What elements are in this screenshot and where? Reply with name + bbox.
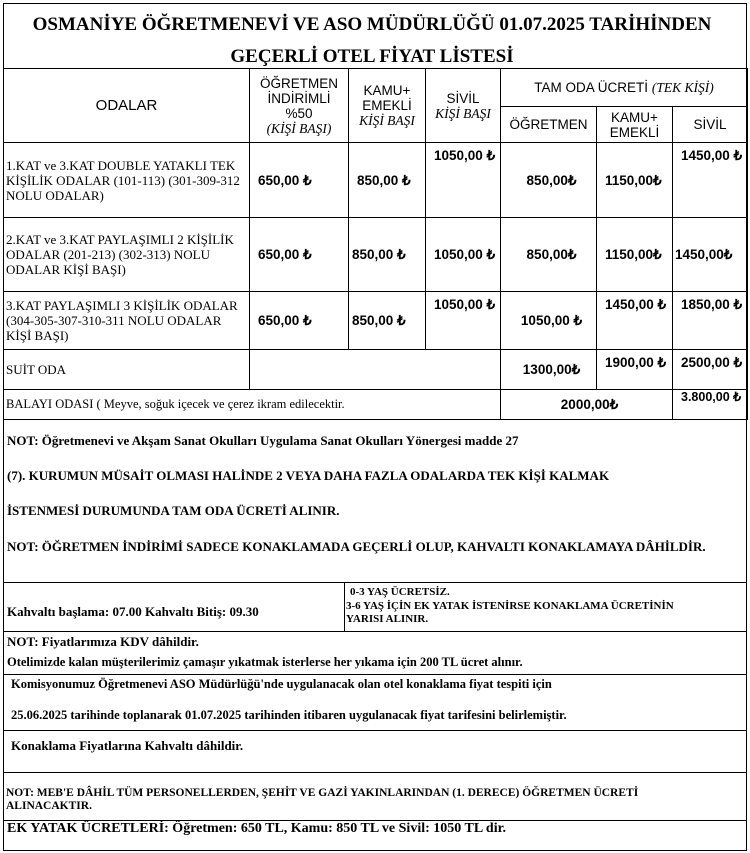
note-kdv: NOT: Fiyatlarımıza KDV dâhildir. xyxy=(7,634,199,649)
divider xyxy=(3,674,747,675)
room-name: 1.KAT ve 3.KAT DOUBLE YATAKLI TEK KİŞİLİK ODALAR (101-113) (301-309-312 NOLU ODALAR) xyxy=(4,143,250,218)
title-line-2: GEÇERLİ OTEL FİYAT LİSTESİ xyxy=(230,46,514,67)
teacher-discount-header: ÖĞRETMEN İNDİRİMLİ %50 (KİŞİ BAŞI) xyxy=(250,69,349,143)
table-row xyxy=(4,292,748,350)
teacher-price: 650,00 ₺ xyxy=(250,218,349,292)
divider xyxy=(3,582,747,583)
fr-public-price: 1900,00 ₺ xyxy=(597,350,673,390)
note-teacher-discount: NOT: ÖĞRETMEN İNDİRİMİ SADECE KONAKLAMADA GEÇERLİ OLUP, KAHVALTI KONAKLAMAYA DÂHİLDİR. xyxy=(7,539,706,554)
extra-bed-prices: EK YATAK ÜCRETLERİ: Öğretmen: 650 TL, Kamu: 850 TL ve Sivil: 1050 TL dir. xyxy=(7,821,507,836)
fr-civil-header: SİVİL xyxy=(673,107,748,143)
divider xyxy=(3,631,747,632)
note-laundry: Otelimizde kalan müşterilerimiz çamaşır yıkatmak isterlerse her yıkama için 200 TL ücret alınır. xyxy=(7,655,523,669)
civil-header: SİVİL KİŞİ BAŞI xyxy=(426,69,501,143)
fr-public-header: KAMU+ EMEKLİ xyxy=(597,107,673,143)
table-row xyxy=(4,350,748,390)
honeymoon-room: BALAYI ODASI ( Meyve, soğuk içecek ve çerez ikram edilecektir. xyxy=(4,390,501,420)
fr-civil-price: 1450,00 ₺ xyxy=(673,143,748,218)
fr-public-price: 1150,00₺ xyxy=(597,218,673,292)
public-header: KAMU+ EMEKLİ KİŞİ BAŞI xyxy=(349,69,426,143)
fr-teacher-price: 850,00₺ xyxy=(501,218,597,292)
fr-teacher-price: 1050,00 ₺ xyxy=(501,292,597,350)
note-regulation: NOT: Öğretmenevi ve Akşam Sanat Okulları Uygulama Sanat Okulları Yönergesi madde 27 xyxy=(7,433,519,448)
price-table xyxy=(3,68,748,420)
divider xyxy=(3,730,747,731)
breakfast-included: Konaklama Fiyatlarına Kahvaltı dâhildir. xyxy=(11,738,244,753)
fr-civil-price: 2500,00 ₺ xyxy=(673,350,748,390)
public-price: 850,00 ₺ xyxy=(349,218,426,292)
civil-price: 1050,00 ₺ xyxy=(426,218,501,292)
room-name: 2.KAT ve 3.KAT PAYLAŞIMLI 2 KİŞİLİK ODALAR (201-213) (302-313) NOLU ODALAR KİŞİ BAŞI) xyxy=(4,218,250,292)
fr-civil-price: 1850,00 ₺ xyxy=(673,292,748,350)
public-price: 850,00 ₺ xyxy=(349,143,426,218)
empty-cell xyxy=(250,350,501,390)
note-single-occupancy: (7). KURUMUN MÜSAİT OLMASI HALİNDE 2 VEYA DAHA FAZLA ODALARDA TEK KİŞİ KALMAK xyxy=(7,468,610,483)
civil-price: 1050,00 ₺ xyxy=(426,143,501,218)
fr-public-price: 1150,00₺ xyxy=(597,143,673,218)
fr-public-price: 1450,00 ₺ xyxy=(597,292,673,350)
full-room-header: TAM ODA ÜCRETİ (TEK KİŞİ) xyxy=(501,69,748,107)
fr-teacher-price: 1300,00₺ xyxy=(501,350,597,390)
child-extra-bed: 3-6 YAŞ İÇİN EK YATAK İSTENİRSE KONAKLAMA ÜCRETİNİN YARISI ALINIR. xyxy=(346,600,674,625)
teacher-price: 650,00 ₺ xyxy=(250,292,349,350)
breakfast-hours: Kahvaltı başlama: 07.00 Kahvaltı Bitiş: 09.30 xyxy=(7,604,259,619)
note-meb-staff: NOT: MEB'E DÂHİL TÜM PERSONELLERDEN, ŞEHİT VE GAZİ YAKINLARINDAN (1. DERECE) ÖĞRETMEN ÜCRETİ ALINACAKTIR. xyxy=(6,787,639,812)
honeymoon-civil-price: 3.800,00 ₺ xyxy=(673,390,748,420)
divider xyxy=(344,582,345,631)
teacher-price: 650,00 ₺ xyxy=(250,143,349,218)
table-row xyxy=(4,390,748,420)
fr-teacher-header: ÖĞRETMEN xyxy=(501,107,597,143)
rooms-header: ODALAR xyxy=(4,69,250,143)
room-name: 3.KAT PAYLAŞIMLI 3 KİŞİLİK ODALAR (304-305-307-310-311 NOLU ODALAR KİŞİ BAŞI) xyxy=(4,292,250,350)
table-row xyxy=(4,218,748,292)
divider xyxy=(3,772,747,773)
fr-civil-price: 1450,00₺ xyxy=(673,218,748,292)
honeymoon-price: 2000,00₺ xyxy=(501,390,673,420)
fr-teacher-price: 850,00₺ xyxy=(501,143,597,218)
child-free: 0-3 YAŞ ÜCRETSİZ. xyxy=(350,586,450,598)
note-full-room-fee: İSTENMESİ DURUMUNDA TAM ODA ÜCRETİ ALINIR. xyxy=(7,503,340,518)
public-price: 850,00 ₺ xyxy=(349,292,426,350)
table-row xyxy=(4,143,748,218)
room-name: SUİT ODA xyxy=(4,350,250,390)
commission-line-1: Komisyonumuz Öğretmenevi ASO Müdürlüğü'nde uygulanacak olan otel konaklama fiyat tespiti için xyxy=(11,677,552,691)
commission-line-2: 25.06.2025 tarihinde toplanarak 01.07.2025 tarihinden itibaren uygulanacak fiyat tarifesini belirlemiştir. xyxy=(11,708,567,722)
title-line-1: OSMANİYE ÖĞRETMENEVİ VE ASO MÜDÜRLÜĞÜ 01.07.2025 TARİHİNDEN xyxy=(32,14,712,35)
civil-price: 1050,00 ₺ xyxy=(426,292,501,350)
